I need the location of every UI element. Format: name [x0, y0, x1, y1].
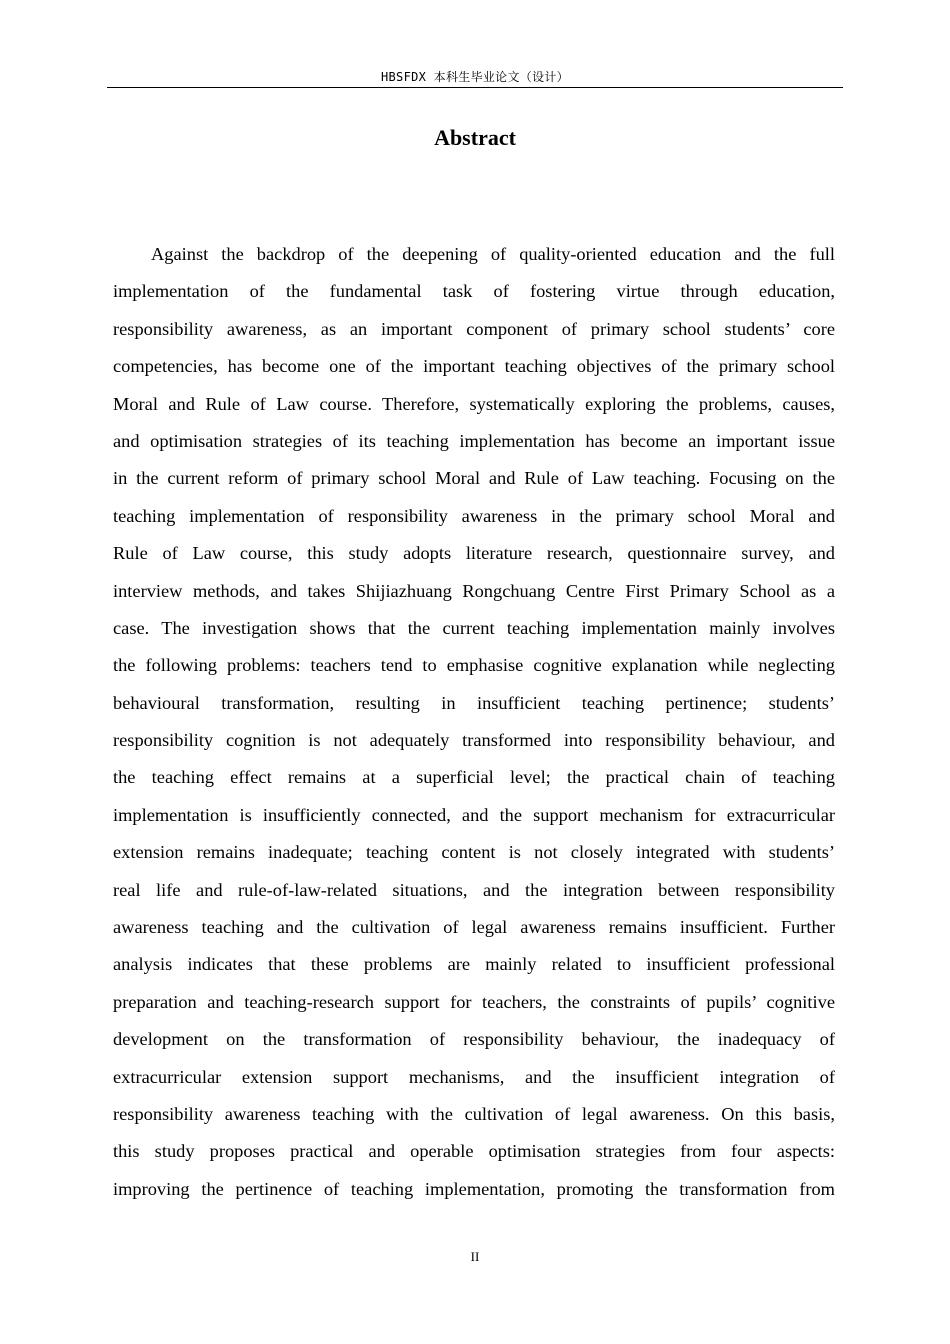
abstract-line: teaching implementation of responsibility awareness in the primary school Moral and — [113, 505, 835, 526]
abstract-line: the following problems: teachers tend to emphasise cognitive explanation while neglecting — [113, 655, 835, 676]
abstract-line: behavioural transformation, resulting in insufficient teaching pertinence; students’ — [113, 692, 835, 713]
abstract-title: Abstract — [434, 125, 516, 150]
abstract-body — [113, 236, 835, 1208]
abstract-line: the teaching effect remains at a superficial level; the practical chain of teaching — [113, 767, 835, 788]
abstract-line: Rule of Law course, this study adopts literature research, questionnaire survey, and — [113, 543, 835, 564]
abstract-line: preparation and teaching-research support for teachers, the constraints of pupils’ cognitive — [113, 991, 835, 1012]
page-header: HBSFDX 本科生毕业论文（设计） — [381, 70, 569, 84]
abstract-line: Against the backdrop of the deepening of quality-oriented education and the full — [151, 244, 835, 264]
abstract-line: interview methods, and takes Shijiazhuang Rongchuang Centre First Primary School as a — [113, 580, 835, 601]
abstract-line: case. The investigation shows that the current teaching implementation mainly involves — [113, 617, 835, 638]
abstract-line: analysis indicates that these problems are mainly related to insufficient professional — [113, 954, 835, 975]
abstract-line: extension remains inadequate; teaching content is not closely integrated with students’ — [113, 842, 835, 863]
abstract-line: competencies, has become one of the important teaching objectives of the primary school — [113, 356, 835, 377]
abstract-line: real life and rule-of-law-related situations, and the integration between responsibility — [113, 879, 835, 900]
abstract-line: extracurricular extension support mechanisms, and the insufficient integration of — [113, 1066, 835, 1087]
abstract-line: awareness teaching and the cultivation of legal awareness remains insufficient. Further — [113, 917, 835, 938]
abstract-line: and optimisation strategies of its teaching implementation has become an important issue — [113, 430, 835, 451]
abstract-line: in the current reform of primary school Moral and Rule of Law teaching. Focusing on the — [113, 468, 835, 489]
header-rule — [107, 87, 843, 88]
abstract-line: this study proposes practical and operable optimisation strategies from four aspects: — [113, 1141, 835, 1162]
abstract-line: improving the pertinence of teaching implementation, promoting the transformation from — [113, 1178, 835, 1199]
abstract-line: implementation is insufficiently connected, and the support mechanism for extracurricular — [113, 804, 835, 825]
abstract-line: responsibility awareness, as an important component of primary school students’ core — [113, 318, 835, 339]
page-number: II — [470, 1249, 480, 1264]
abstract-line: development on the transformation of responsibility behaviour, the inadequacy of — [113, 1029, 835, 1050]
abstract-line: responsibility awareness teaching with the cultivation of legal awareness. On this basis, — [113, 1103, 835, 1124]
abstract-line: implementation of the fundamental task of fostering virtue through education, — [113, 281, 835, 302]
abstract-line: Moral and Rule of Law course. Therefore, systematically exploring the problems, causes, — [113, 393, 835, 414]
abstract-line: responsibility cognition is not adequately transformed into responsibility behaviour, and — [113, 730, 835, 751]
